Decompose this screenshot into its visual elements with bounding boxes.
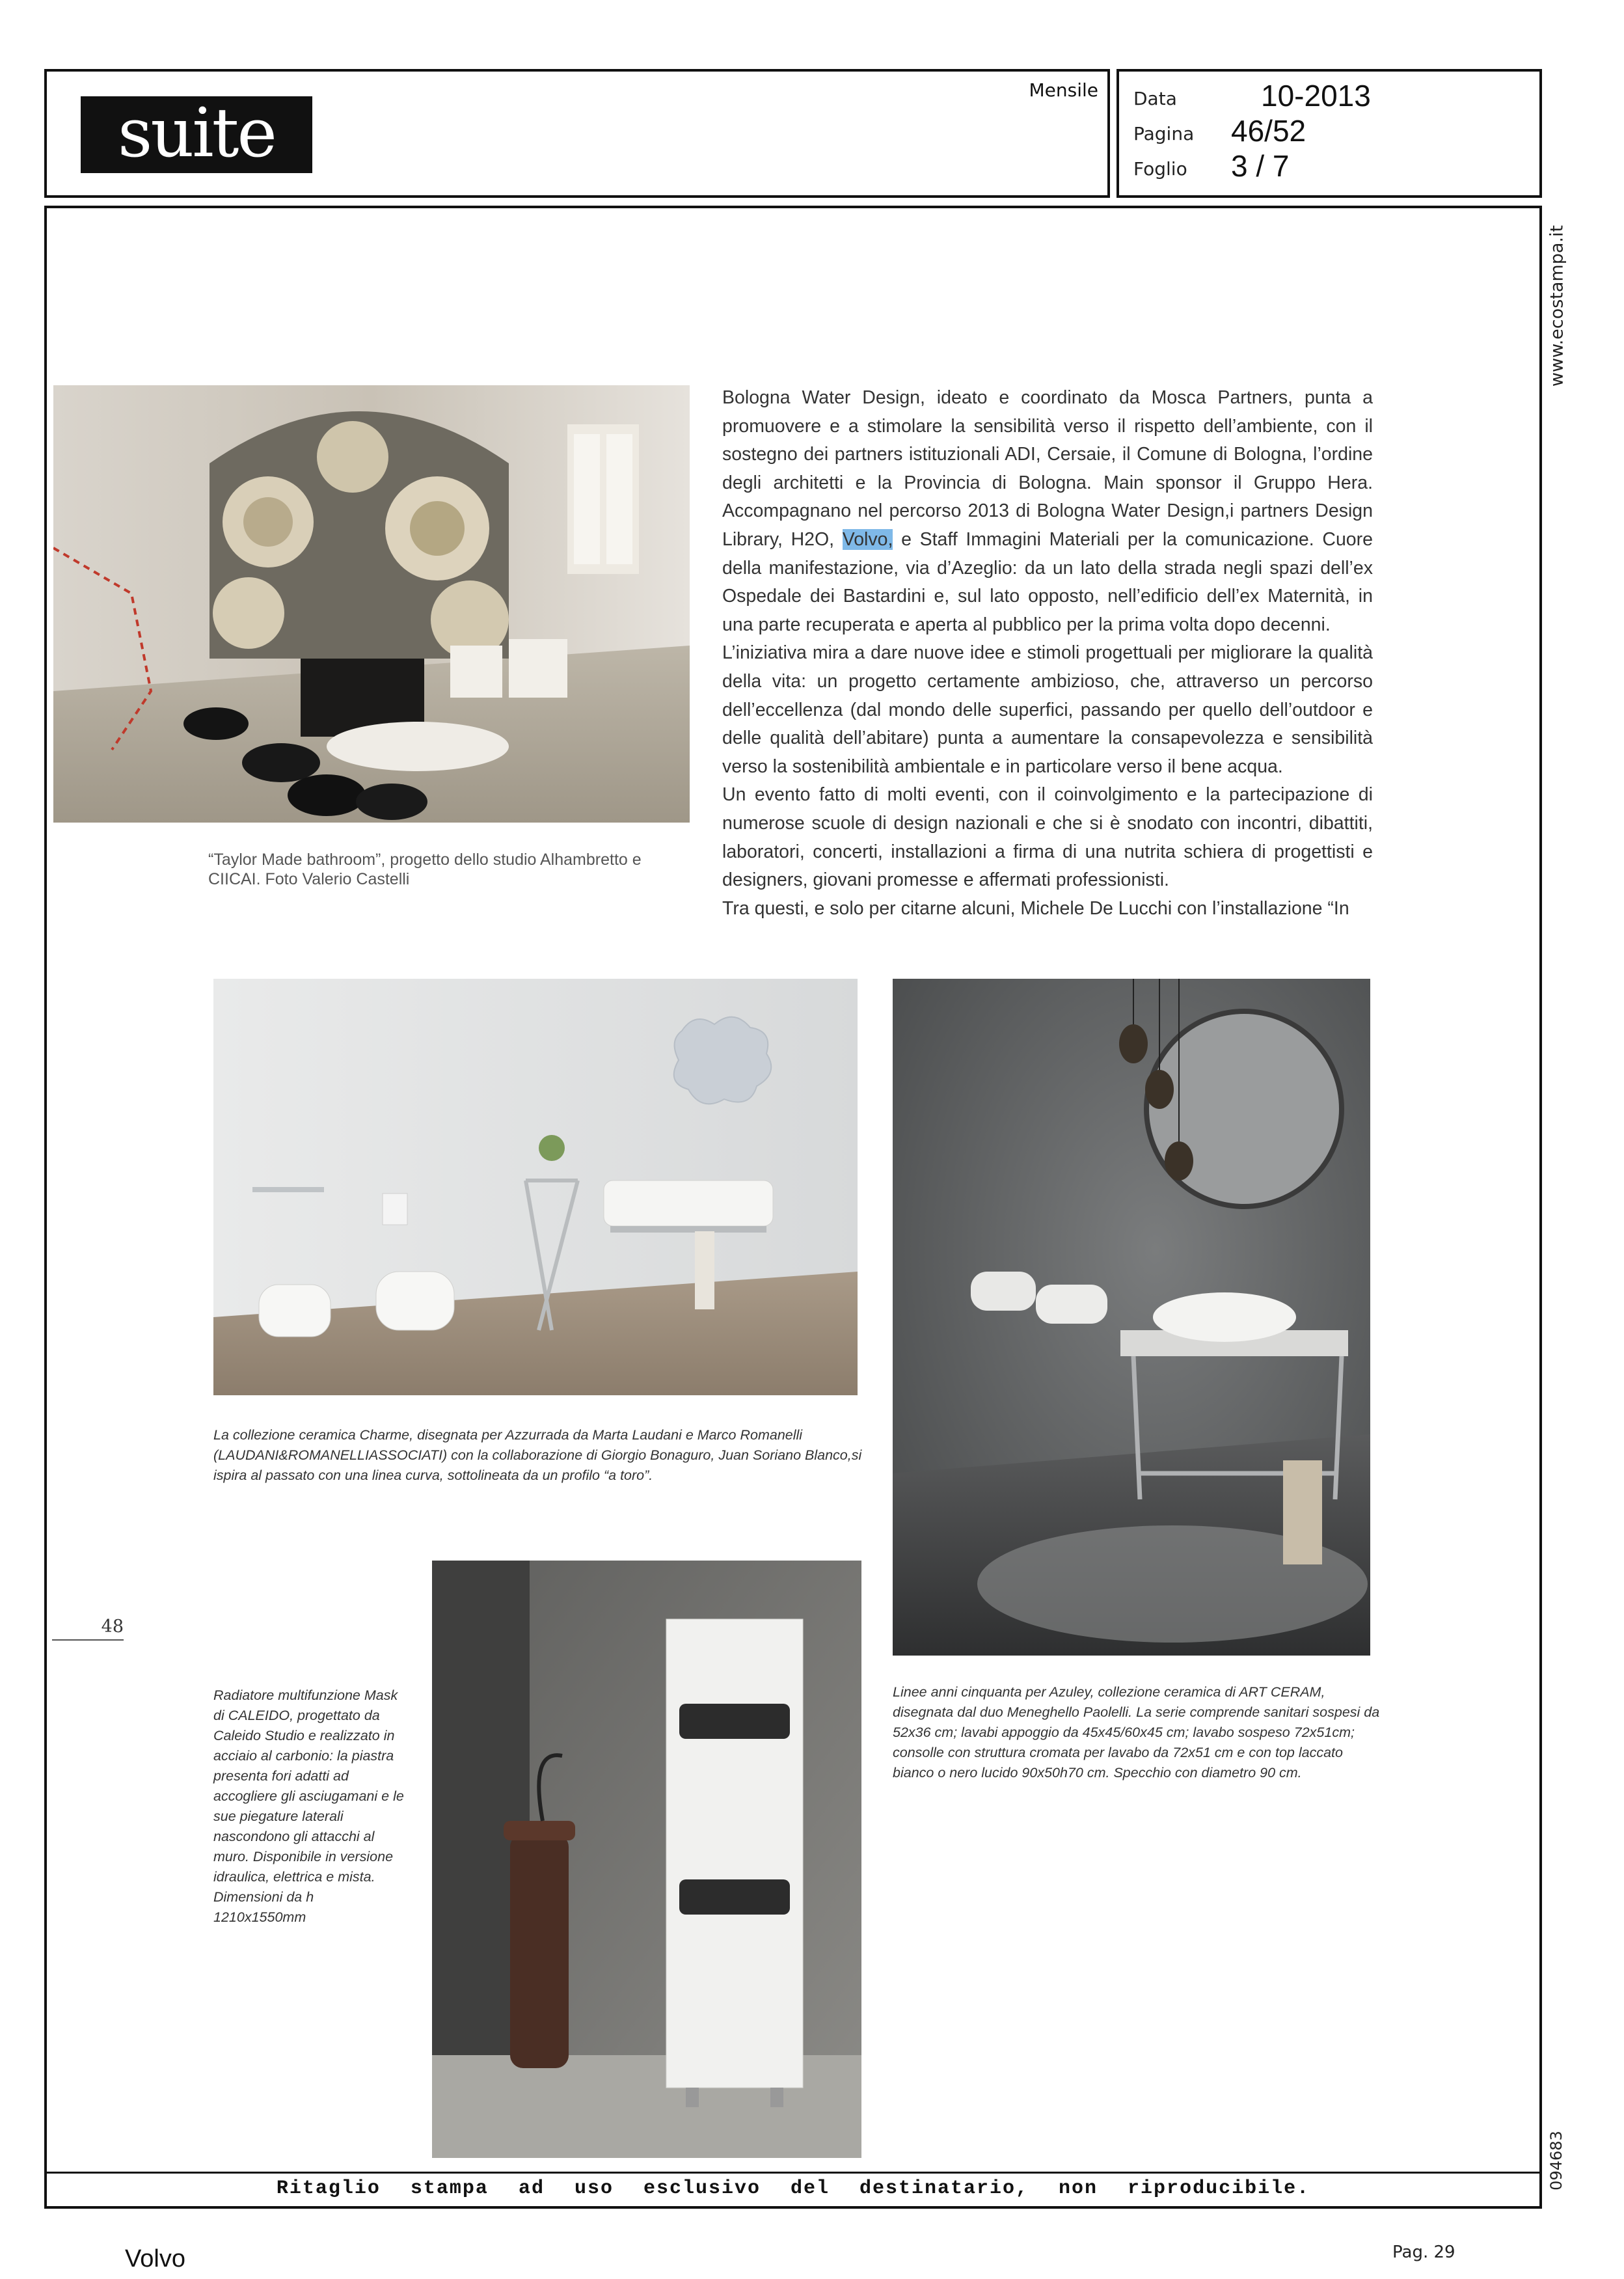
article-body [722, 384, 1373, 923]
volvo-highlight: Volvo, [842, 528, 893, 550]
article-paragraph: Un evento fatto di molti eventi, con il coinvolgimento e la partecipazione di numerose scuole di design nazionali e che si è snodato con incontri, dibattiti, laboratori, concerti, installazioni a firma di una nutrita schiera di progettisti e designers, giovani promesse e affermati professionisti. [722, 784, 1373, 891]
data-row [1133, 79, 1524, 113]
caption-mask-radiator: Radiatore multifunzione Mask di CALEIDO, progettato da Caleido Studio e realizzato in acciaio al carbonio: la piastra presenta fori adatti ad accogliere gli asciugamani e le sue piegature laterali nascondono gli attacchi al muro. Disponibile in versione idraulica, elettrica e mista. Dimensioni da h 1210x1550mm [213, 1687, 404, 1925]
page-number: 48 [52, 1617, 124, 1641]
photo-azuley-bathroom [893, 979, 1370, 1656]
caption-exhibition: “Taylor Made bathroom”, progetto dello studio Alhambretto e CIICAI. Foto Valerio Castelli [208, 851, 642, 888]
data-value: 10-2013 [1261, 79, 1371, 113]
side-code-text: 094683 [1547, 2131, 1565, 2190]
side-url-text: www.ecostampa.it [1547, 225, 1567, 387]
footer-bar [47, 2172, 1539, 2206]
side-url [1547, 221, 1567, 390]
footer-notice: Ritaglio stampa ad uso esclusivo del destinatario, non riproducibile. [276, 2177, 1310, 2200]
article-paragraph [722, 384, 1373, 639]
pagina-value: 46/52 [1231, 114, 1306, 148]
p1-text-cont: e Staff Immagini Materiali per la comunicazione. Cuore della manifestazione, via d’Azeglio: da un lato della strada negli spazi dell’ex Ospedale dei Bastardini e, sul lato opposto, nell’edificio dell’ex Maternità, in una parte recuperata e aperta al pubblico per la prima volta dopo decenni. [722, 528, 1373, 635]
photo-mask-radiator [432, 1561, 861, 2158]
suite-logo: suite [81, 96, 312, 173]
photo-charme-bathroom [213, 979, 858, 1395]
client-name: Volvo [125, 2245, 185, 2272]
photo-exhibition-hall [53, 385, 690, 823]
caption-azuley: Linee anni cinquanta per Azuley, collezione ceramica di ART CERAM, disegnata dal duo Meneghello Paolelli. La serie comprende sanitari sospesi da 52x36 cm; lavabi appoggio da 45x45/60x45 cm; lavabo sospeso 72x51cm; consolle con struttura cromata per lavabo da 72x51 cm e con top laccato bianco o nero lucido 90x50h70 cm. Specchio con diametro 90 cm. [893, 1684, 1380, 1781]
issue-info-box [1116, 69, 1542, 198]
p1-text: Bologna Water Design, ideato e coordinato da Mosca Partners, punta a promuovere e a stimolare la sensibilità verso il rispetto dell’ambiente, con il sostegno dei partners istituzionali ADI, Cersaie, il Comune di Bologna, l’ordine degli architetti e la Provincia di Bologna. Main sponsor il Gruppo Hera. Accompagnano nel percorso 2013 di Bologna Water Design,i partners Design Library, H2O, [722, 387, 1373, 550]
data-label: Data [1133, 88, 1177, 109]
foglio-row [1133, 150, 1524, 184]
pagina-label: Pagina [1133, 123, 1195, 144]
article-paragraph: Tra questi, e solo per citarne alcuni, Michele De Lucchi con l’installazione “In [722, 897, 1349, 919]
sheet-page: Pag. 29 [1392, 2243, 1455, 2262]
article-paragraph: L’iniziativa mira a dare nuove idee e stimoli progettuali per migliorare la qualità della vita: un progetto certamente ambizioso, che, attraverso un percorso dell’eccellenza (dal mondo delle superfici, passando per quello dell’outdoor e delle qualità dell’abitare) punta a aumentare la consapevolezza e sensibilità verso la sostenibilità ambientale e in particolare verso il bene acqua. [722, 642, 1373, 777]
masthead-box [44, 69, 1110, 198]
pagina-row [1133, 115, 1524, 148]
periodicity-label: Mensile [1029, 79, 1098, 101]
side-code [1543, 2122, 1569, 2200]
foglio-label: Foglio [1133, 158, 1187, 180]
foglio-value: 3 / 7 [1231, 149, 1290, 183]
caption-charme: La collezione ceramica Charme, disegnata per Azzurrada da Marta Laudani e Marco Romanelli (LAUDANI&ROMANELLIASSOCIATI) con la collaborazione di Giorgio Bonaguro, Juan Soriano Blanco,si ispira al passato con una linea curva, sottolineata da un profilo “a toro”. [213, 1427, 862, 1483]
